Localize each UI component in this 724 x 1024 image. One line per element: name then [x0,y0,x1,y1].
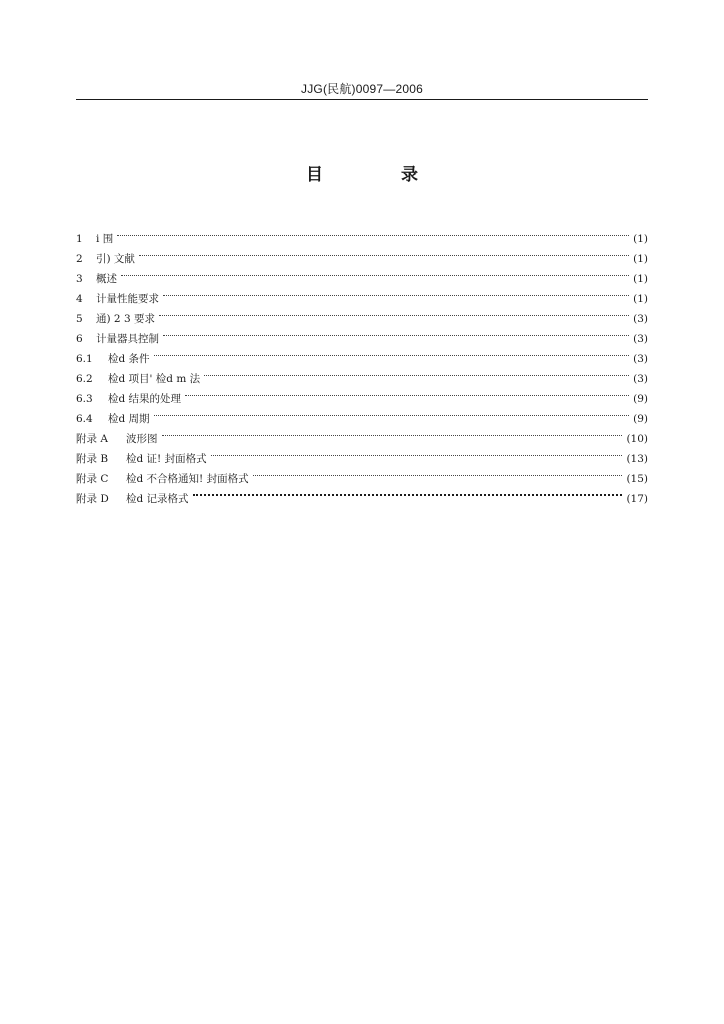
toc-entry-label: 检d 证! 封面格式 [126,453,207,465]
toc-entry-label: 概述 [96,273,117,285]
document-code-header: JJG(民航)0097—2006 [301,82,423,96]
toc-entry-6-2[interactable] [76,362,648,385]
dot-leader [163,282,629,302]
toc-entry-label: 计量性能要求 [96,293,159,305]
toc-entry-appendix-a[interactable] [76,422,648,445]
toc-entry-number: 3 [76,273,83,285]
toc-entry-6-1[interactable] [76,342,648,365]
toc-entry-page: (9) [633,393,648,405]
toc-entry-label: 检d 不合格通知! 封面格式 [126,473,249,485]
toc-entry-appendix-b[interactable] [76,442,648,465]
dot-leader [154,342,630,362]
toc-entry-page: (1) [633,293,648,305]
toc-entry-number: 附录 C [76,473,109,485]
toc-entry-label: i 围 [96,233,114,245]
toc-entry-number: 1 [76,233,83,245]
toc-entry-label: 检d 结果的处理 [108,393,182,405]
toc-entry-4[interactable] [76,282,648,305]
toc-entry-number: 4 [76,293,83,305]
dot-leader [117,222,629,242]
toc-entry-5[interactable] [76,302,648,325]
toc-entry-page: (15) [626,473,648,485]
toc-entry-label: 波形图 [126,433,158,445]
toc-title: 目 录 [306,165,454,185]
toc-entry-number: 5 [76,313,83,325]
toc-entry-label: 检d 条件 [108,353,150,365]
toc-entry-page: (9) [633,413,648,425]
dot-leader [139,242,629,262]
toc-entry-number: 6.1 [76,353,93,365]
dot-leader [159,302,629,322]
header-rule [76,99,648,100]
toc-entry-label: 检d 周期 [108,413,150,425]
toc-entry-label: 计量器具控制 [96,333,159,345]
toc-entry-number: 附录 B [76,453,109,465]
toc-entry-number: 附录 D [76,493,109,505]
toc-entry-6-4[interactable] [76,402,648,425]
toc-entry-2[interactable] [76,242,648,265]
table-of-contents [76,222,648,505]
toc-entry-number: 附录 A [76,433,108,445]
dot-leader [121,262,629,282]
toc-entry-page: (1) [633,233,648,245]
dot-leader [185,382,629,402]
dot-leader [154,402,630,422]
toc-entry-3[interactable] [76,262,648,285]
toc-entry-page: (13) [626,453,648,465]
dot-leader [193,482,623,502]
toc-entry-number: 6.3 [76,393,93,405]
toc-entry-label: 通) 2 3 要求 [96,313,155,325]
toc-entry-page: (1) [633,253,648,265]
toc-entry-page: (3) [633,353,648,365]
dot-leader [162,422,623,442]
toc-entry-number: 6 [76,333,83,345]
toc-entry-label: 检d 记录格式 [126,493,189,505]
toc-entry-label: 检d 项目' 检d m 法 [108,373,201,385]
toc-entry-page: (1) [633,273,648,285]
toc-entry-label: 引) 文献 [96,253,135,265]
toc-entry-page: (3) [633,373,648,385]
dot-leader [163,322,629,342]
dot-leader [204,362,629,382]
toc-entry-number: 6.2 [76,373,93,385]
toc-entry-1[interactable] [76,222,648,245]
toc-entry-page: (17) [626,493,648,505]
toc-entry-number: 6.4 [76,413,93,425]
toc-entry-page: (3) [633,313,648,325]
dot-leader [211,442,623,462]
toc-entry-number: 2 [76,253,83,265]
dot-leader [253,462,623,482]
toc-entry-page: (10) [626,433,648,445]
toc-entry-page: (3) [633,333,648,345]
toc-entry-6[interactable] [76,322,648,345]
